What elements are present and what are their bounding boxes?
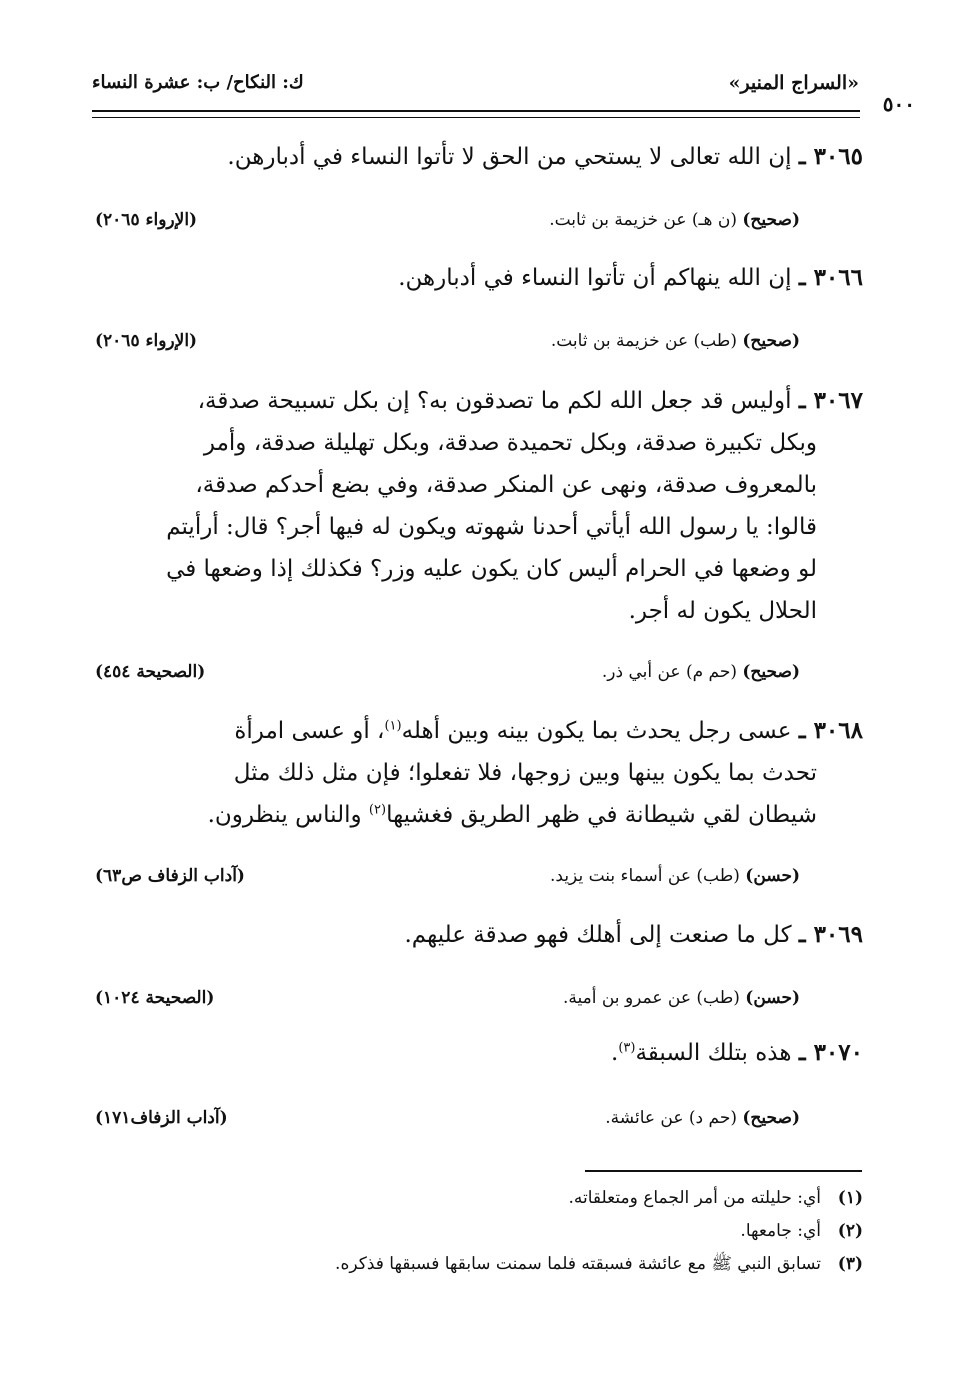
hadith-text: هذه بتلك السبقة xyxy=(635,1040,792,1066)
hadith-3067 xyxy=(103,380,863,632)
hadith-line: الحلال يكون له أجر. xyxy=(628,598,817,624)
hadith-narrator: (حم د) عن عائشة. xyxy=(605,1108,737,1128)
footnote-text: أي: حليلته من أمر الجماع ومتعلقاته. xyxy=(568,1188,821,1208)
hadith-line: والناس ينظرون. xyxy=(207,802,369,828)
hadith-reference: (آداب الزفاف ص٦٣) xyxy=(95,866,245,886)
hadith-3066 xyxy=(103,257,863,299)
hadith-text: إن الله تعالى لا يستحي من الحق لا تأتوا النساء في أدبارهن. xyxy=(227,144,792,170)
hadith-narrator: (طب) عن خزيمة بن ثابت. xyxy=(550,331,737,351)
footnote-marker[interactable]: (١) xyxy=(384,718,402,734)
hadith-3070: ٣٠٧٠ ـ هذه بتلك السبقة$^{(٣)}$. xyxy=(611,1039,863,1066)
hadith-grade: (حسن) xyxy=(745,866,800,886)
hadith-grade: (صحيح) xyxy=(742,331,800,351)
page-number: ٥٠٠ xyxy=(882,92,915,116)
hadith-3065 xyxy=(103,136,863,178)
hadith-reference: (الإرواء ٢٠٦٥) xyxy=(95,210,198,230)
hadith-text: كل ما صنعت إلى أهلك فهو صدقة عليهم. xyxy=(404,922,792,948)
book-title: «السراج المنير» xyxy=(728,72,859,94)
hadith-narrator: (حم م) عن أبي ذر. xyxy=(601,662,737,682)
hadith-3068 xyxy=(103,710,863,836)
hadith-source-3065 xyxy=(95,210,860,240)
footnote-separator xyxy=(585,1170,862,1172)
hadith-narrator: (طب) عن عمرو بن أمية. xyxy=(562,988,740,1008)
hadith-line: بالمعروف صدقة، ونهى عن المنكر صدقة، وفي بضع أحدكم صدقة، xyxy=(195,472,817,498)
hadith-number: ٣٠٦٧ ـ xyxy=(798,387,863,414)
footnote-marker[interactable]: (٢) xyxy=(368,802,387,818)
hadith-grade: (صحيح) xyxy=(742,662,800,682)
hadith-text: إن الله ينهاكم أن تأتوا النساء في أدبارهن. xyxy=(398,265,792,291)
hadith-line: أوليس قد جعل الله لكم ما تصدقون به؟ إن بكل تسبيحة صدقة، xyxy=(197,388,792,414)
footnote-text: تسابق النبي ﷺ مع عائشة فسبقته فلما سمنت سابقها فسبقها فذكره. xyxy=(335,1254,821,1274)
hadith-number: ٣٠٦٦ ـ xyxy=(798,264,863,291)
hadith-grade: (صحيح) xyxy=(742,1108,800,1128)
hadith-narrator: (طب) عن أسماء بنت يزيد. xyxy=(550,866,740,886)
hadith-number: ٣٠٧٠ ـ xyxy=(798,1039,863,1066)
footnotes xyxy=(103,1182,863,1281)
footnote-number: (٢) xyxy=(837,1221,863,1241)
hadith-narrator: (ن هـ) عن خزيمة بن ثابت. xyxy=(549,210,737,230)
page-header xyxy=(92,72,859,102)
hadith-source-3070 xyxy=(95,1108,860,1138)
footnote-text: أي: جامعها. xyxy=(740,1221,821,1241)
hadith-3069 xyxy=(103,914,863,956)
hadith-line: لو وضعها في الحرام أليس كان يكون عليه وزر؟ فكذلك إذا وضعها في xyxy=(166,556,817,582)
hadith-grade: (صحيح) xyxy=(742,210,800,230)
hadith-line: شيطان لقي شيطانة في ظهر الطريق فغشيها xyxy=(386,802,817,828)
chapter-title: ك: النكاح/ ب: عشرة النساء xyxy=(92,72,304,93)
hadith-number: ٣٠٦٥ ـ xyxy=(798,143,863,170)
hadith-grade: (حسن) xyxy=(745,988,800,1008)
hadith-reference: (الصحيحة ١٠٢٤) xyxy=(95,988,215,1008)
hadith-line: وبكل تكبيرة صدقة، وبكل تحميدة صدقة، وبكل تهليلة صدقة، وأمر xyxy=(203,430,817,456)
footnote-2 xyxy=(103,1215,863,1248)
footnote-marker[interactable]: (٣) xyxy=(618,1040,636,1056)
hadith-source-3066 xyxy=(95,331,860,361)
header-rule-thick xyxy=(92,110,860,112)
footnote-3 xyxy=(103,1248,863,1281)
hadith-number: ٣٠٦٨ ـ xyxy=(798,717,863,744)
hadith-line: ، أو عسى امرأة xyxy=(234,718,385,744)
footnote-number: (٣) xyxy=(837,1254,863,1274)
footnote-number: (١) xyxy=(837,1188,863,1208)
hadith-reference: (الصحيحة ٤٥٤) xyxy=(95,662,206,682)
hadith-number: ٣٠٦٩ ـ xyxy=(798,921,863,948)
hadith-reference: (آداب الزفاف١٧١) xyxy=(95,1108,228,1128)
footnote-1 xyxy=(103,1182,863,1215)
hadith-line: قالوا: يا رسول الله أيأتي أحدنا شهوته ويكون له فيها أجر؟ قال: أرأيتم xyxy=(166,514,817,540)
hadith-source-3068 xyxy=(95,866,860,896)
hadith-source-3067 xyxy=(95,662,860,692)
hadith-line: عسى رجل يحدث بما يكون بينه وبين أهله xyxy=(401,718,792,744)
header-rule-thin xyxy=(92,117,860,118)
hadith-source-3069 xyxy=(95,988,860,1018)
hadith-reference: (الإرواء ٢٠٦٥) xyxy=(95,331,198,351)
hadith-line: تحدث بما يكون بينها وبين زوجها، فلا تفعلوا؛ فإن مثل ذلك مثل xyxy=(233,760,817,786)
